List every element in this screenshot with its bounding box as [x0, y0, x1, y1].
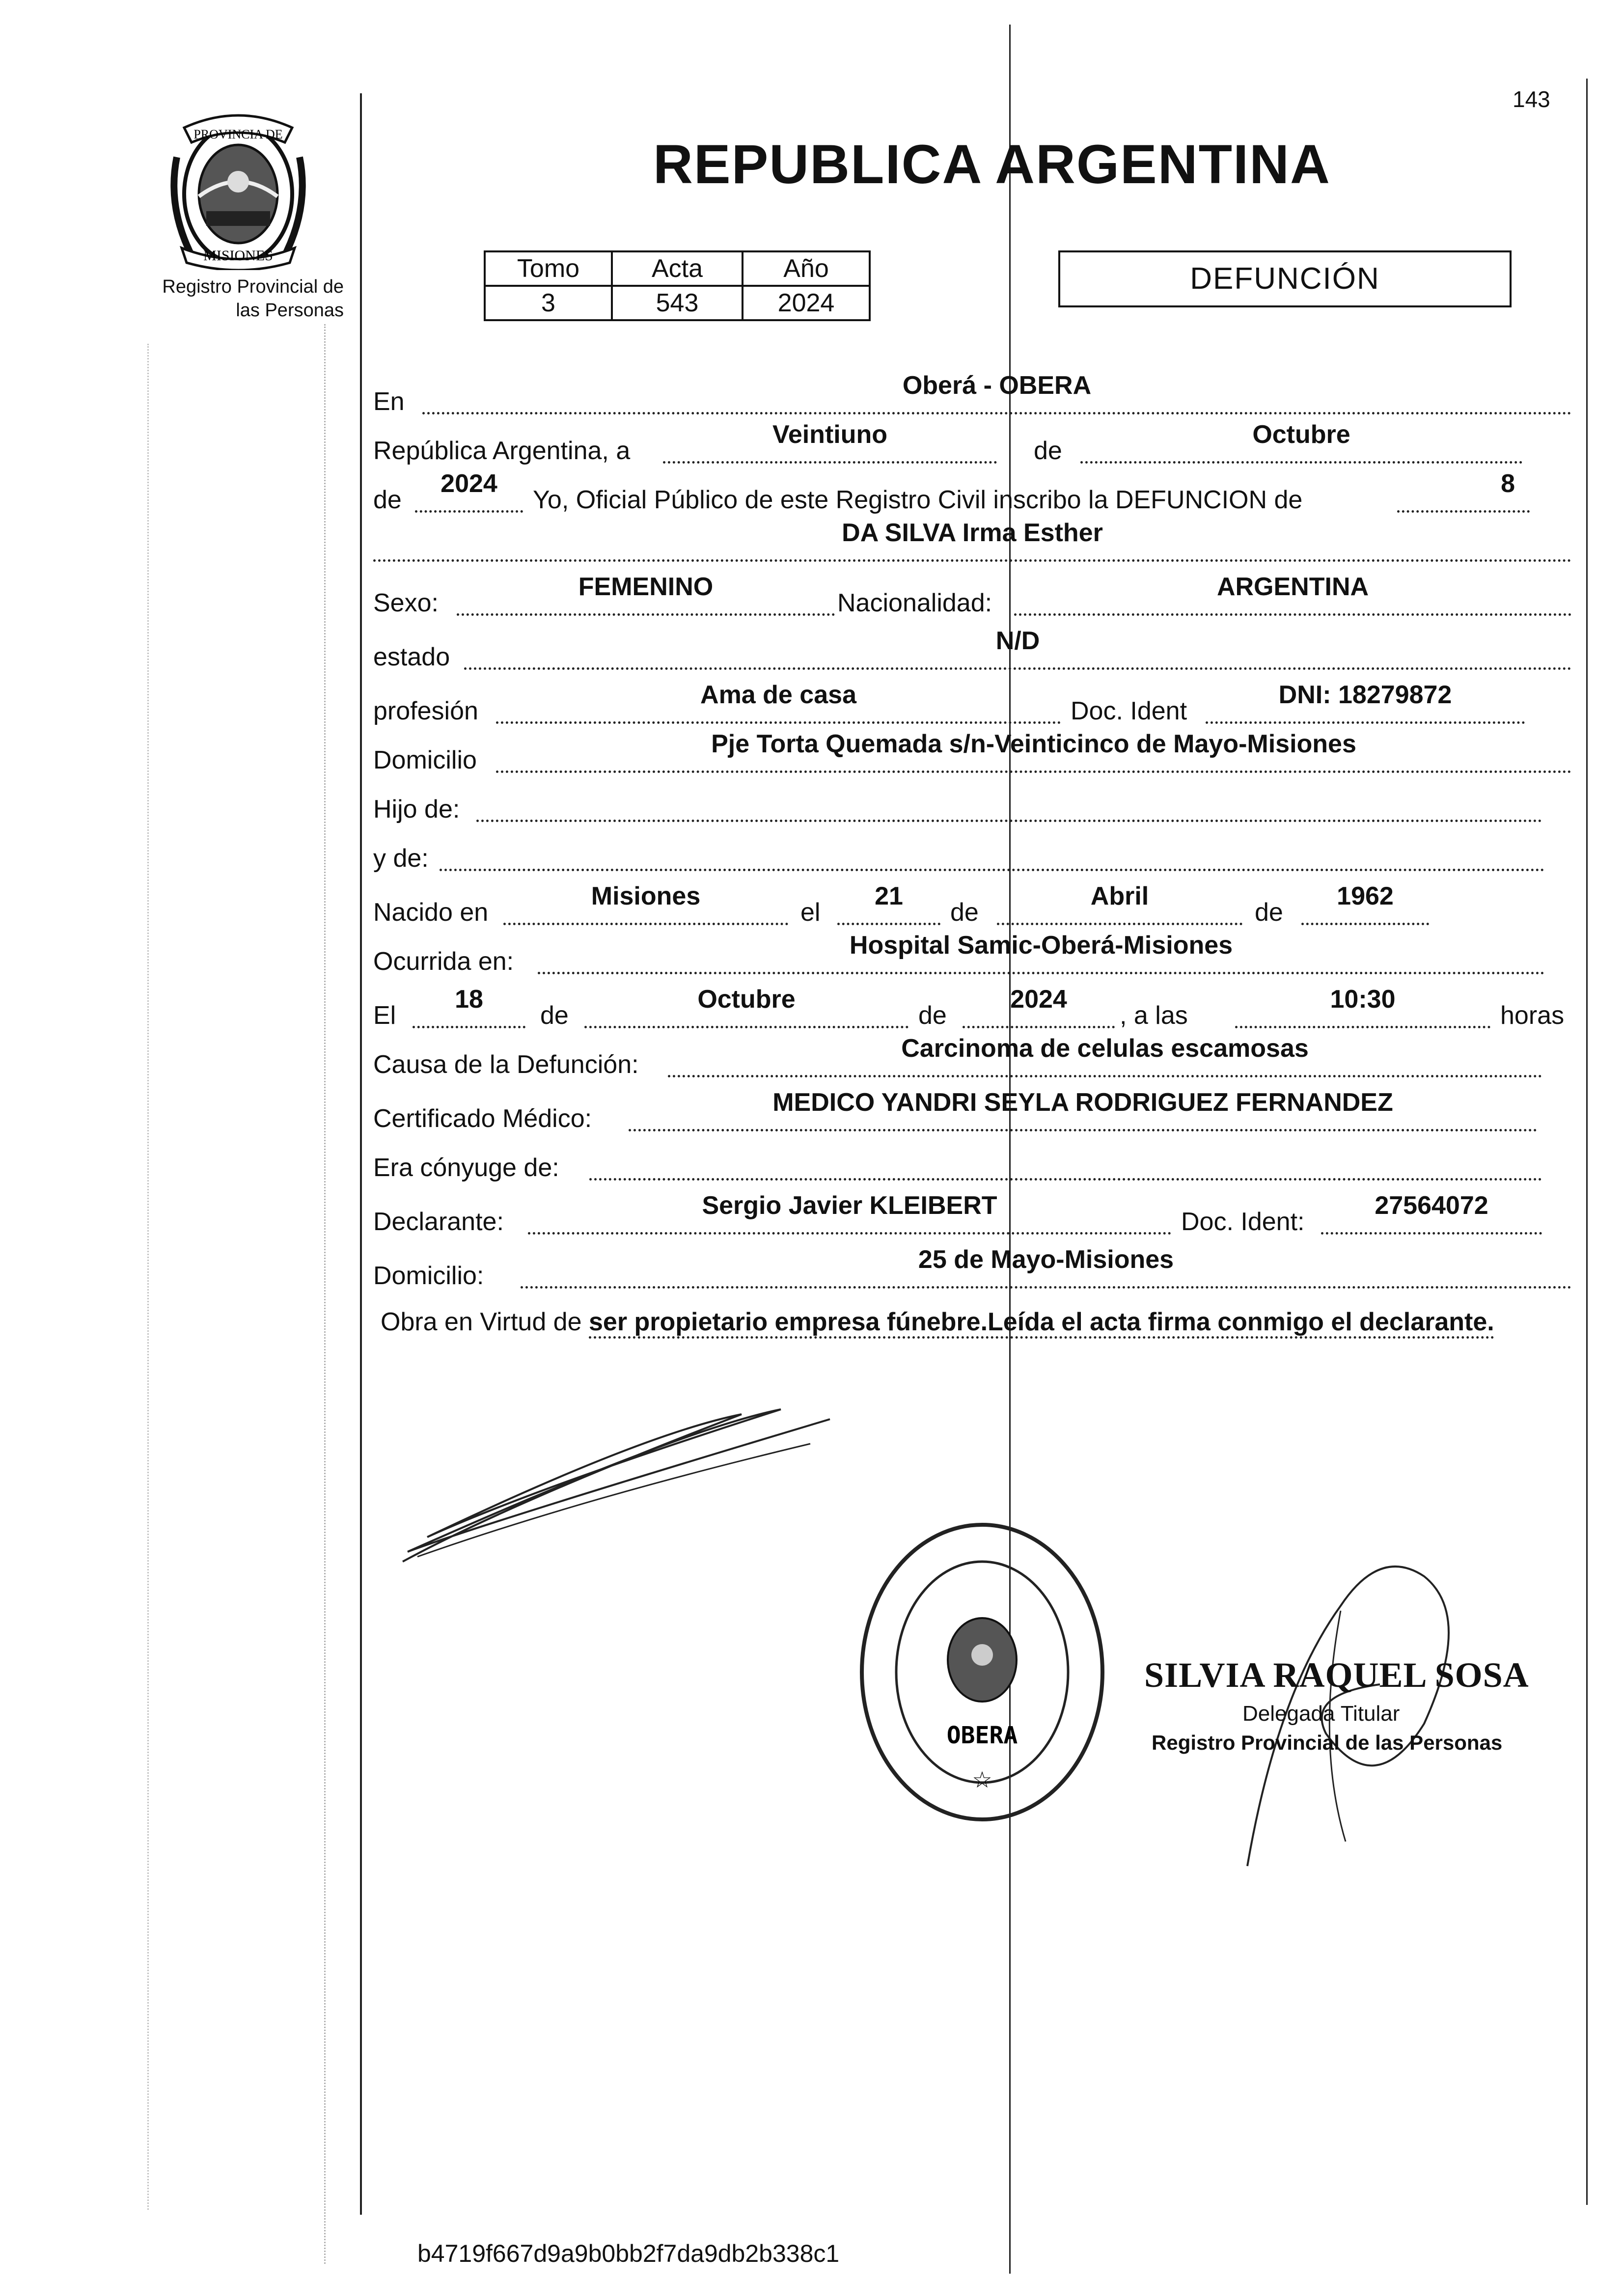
page-number: 143 [1513, 86, 1550, 112]
anio-de-label: de [373, 486, 402, 514]
row-hijo-de [373, 781, 1571, 830]
row-sexo [373, 575, 1571, 624]
el-alas-label: , a las [1120, 1001, 1188, 1030]
row-declarante [373, 1193, 1571, 1242]
signatory-name: SILVIA RAQUEL SOSA [1144, 1655, 1529, 1695]
mes-value: Octubre [1252, 420, 1350, 449]
nombre-field [373, 519, 1571, 562]
dia-field [663, 420, 997, 464]
signatory-role: Delegada Titular [1242, 1702, 1400, 1726]
en-value: Oberá - OBERA [902, 371, 1092, 400]
causa-value: Carcinoma de celulas escamosas [901, 1034, 1309, 1063]
doc-ident-field [1206, 681, 1525, 724]
profesion-label: profesión [373, 697, 478, 725]
causa-field [668, 1034, 1542, 1077]
row-estado [373, 629, 1571, 678]
row-domicilio [373, 732, 1571, 781]
sexo-label: Sexo: [373, 589, 439, 617]
y-de-label: y de: [373, 844, 429, 873]
registry-label-line2: las Personas [236, 300, 344, 321]
row-anio [373, 471, 1571, 521]
el-dia-value: 18 [455, 985, 483, 1014]
row-fecha [373, 422, 1571, 471]
domicilio2-label: Domicilio: [373, 1262, 484, 1290]
row-profesion [373, 683, 1571, 732]
domicilio-field [496, 730, 1571, 773]
registry-seal [850, 1512, 1115, 1832]
logo-text-bottom: MISIONES [203, 247, 273, 264]
row-nacido [373, 884, 1571, 933]
obra-label: Obra en Virtud de [381, 1308, 582, 1336]
record-table-value-row [485, 286, 870, 320]
el-anio-value: 2024 [1010, 985, 1067, 1014]
certificado-field [629, 1088, 1537, 1131]
declarante-field [528, 1191, 1171, 1235]
el-de1-label: de [540, 1001, 569, 1030]
doc-ident-value: DNI: 18279872 [1278, 681, 1452, 709]
el-mes-value: Octubre [697, 985, 796, 1014]
nacido-mes-value: Abril [1090, 882, 1149, 910]
row-ocurrida [373, 933, 1571, 982]
nombre-value: DA SILVA Irma Esther [842, 519, 1103, 547]
ocurrida-label: Ocurrida en: [373, 947, 514, 976]
anio-value: 2024 [743, 286, 870, 320]
tomo-value: 3 [485, 286, 612, 320]
nacido-de2-label: de [1255, 898, 1283, 927]
mark-value: 8 [1501, 469, 1515, 498]
registry-label [138, 275, 344, 322]
row-obra [381, 1301, 1574, 1343]
row-conyuge [373, 1139, 1571, 1188]
nacido-dia-value: 21 [875, 882, 903, 910]
margin-dots-left [147, 344, 149, 2210]
misiones-coat-of-arms-logo [157, 108, 319, 270]
causa-label: Causa de la Defunción: [373, 1050, 639, 1079]
nacido-label: Nacido en [373, 898, 489, 927]
page-title: REPUBLICA ARGENTINA [653, 134, 1331, 195]
estado-field [464, 627, 1571, 670]
el-anio-field [963, 985, 1115, 1028]
seal-star: ☆ [972, 1767, 992, 1792]
declarant-signature [388, 1375, 879, 1581]
row-el [373, 987, 1571, 1036]
doc-ident-label: Doc. Ident [1071, 697, 1187, 725]
right-margin-line [1586, 79, 1588, 2205]
record-type-box: DEFUNCIÓN [1058, 250, 1512, 307]
profesion-field [496, 681, 1061, 724]
obra-value: ser propietario empresa fúnebre.Leída el acta firma conmigo el declarante. [589, 1308, 1494, 1339]
nacido-anio-field [1301, 882, 1429, 925]
domicilio2-field [521, 1245, 1571, 1289]
tomo-header: Tomo [485, 251, 612, 286]
el-dia-field [413, 985, 525, 1028]
el-de2-label: de [918, 1001, 947, 1030]
anio-value: 2024 [440, 469, 497, 498]
domicilio-value: Pje Torta Quemada s/n-Veinticinco de Mayo-Misiones [711, 730, 1356, 758]
el-hora-field [1235, 985, 1490, 1028]
margin-dots-right [324, 324, 326, 2264]
nacido-de1-label: de [950, 898, 979, 927]
acta-value: 543 [612, 286, 743, 320]
logo-text-top: PROVINCIA DE [193, 127, 283, 141]
mark-field [1397, 469, 1530, 513]
anio-field [415, 469, 523, 513]
y-de-field [440, 839, 1544, 871]
ocurrida-value: Hospital Samic-Oberá-Misiones [849, 931, 1233, 960]
conyuge-field [589, 1149, 1542, 1181]
declarante-value: Sergio Javier KLEIBERT [702, 1191, 997, 1220]
fecha-prefix-label: República Argentina, a [373, 437, 631, 465]
en-label: En [373, 387, 405, 416]
declarante-doc-value: 27564072 [1375, 1191, 1488, 1220]
row-nombre [373, 521, 1571, 570]
anio-header: Año [743, 251, 870, 286]
row-causa [373, 1036, 1571, 1085]
seal-city: OBERA [946, 1722, 1018, 1749]
hijo-de-field [476, 790, 1542, 822]
declarante-doc-field [1321, 1191, 1542, 1235]
record-table-header-row [485, 251, 870, 286]
hijo-de-label: Hijo de: [373, 795, 460, 824]
declarante-doc-label: Doc. Ident: [1181, 1208, 1305, 1236]
acta-header: Acta [612, 251, 743, 286]
record-table [484, 250, 871, 321]
signatory-registry: Registro Provincial de las Personas [1152, 1731, 1503, 1754]
registry-label-line1: Registro Provincial de [162, 276, 344, 297]
el-label: El [373, 1001, 396, 1030]
mes-field [1080, 420, 1522, 464]
fecha-de-label: de [1034, 437, 1062, 465]
row-y-de [373, 830, 1571, 879]
sexo-field [457, 573, 835, 616]
ocurrida-field [538, 931, 1544, 974]
el-hora-value: 10:30 [1330, 985, 1396, 1014]
en-field [422, 371, 1571, 414]
oficial-text: Yo, Oficial Público de este Registro Civil inscribo la DEFUNCION de [533, 486, 1303, 514]
conyuge-label: Era cónyuge de: [373, 1154, 559, 1182]
row-certificado [373, 1090, 1571, 1139]
certificado-label: Certificado Médico: [373, 1104, 592, 1133]
left-margin-line [360, 93, 362, 2215]
row-domicilio-declarante [373, 1247, 1571, 1296]
nacido-lugar-value: Misiones [591, 882, 701, 910]
nacionalidad-value: ARGENTINA [1216, 573, 1369, 601]
domicilio2-value: 25 de Mayo-Misiones [918, 1245, 1174, 1274]
estado-value: N/D [995, 627, 1040, 655]
dia-value: Veintiuno [772, 420, 887, 449]
row-en [373, 373, 1571, 422]
nacido-el-label: el [800, 898, 821, 927]
el-horas-label: horas [1500, 1001, 1565, 1030]
declarante-label: Declarante: [373, 1208, 504, 1236]
nacido-dia-field [837, 882, 940, 925]
domicilio-label: Domicilio [373, 746, 477, 774]
nacionalidad-field [1014, 573, 1571, 616]
nacionalidad-label: Nacionalidad: [837, 589, 992, 617]
nacido-lugar-field [503, 882, 788, 925]
nacido-mes-field [997, 882, 1242, 925]
certificado-value: MEDICO YANDRI SEYLA RODRIGUEZ FERNANDEZ [772, 1088, 1393, 1117]
el-mes-field [584, 985, 908, 1028]
sexo-value: FEMENINO [578, 573, 714, 601]
document-hash: b4719f667d9a9b0bb2f7da9db2b338c1 [417, 2240, 840, 2267]
nacido-anio-value: 1962 [1337, 882, 1394, 910]
profesion-value: Ama de casa [700, 681, 856, 709]
estado-label: estado [373, 643, 450, 671]
